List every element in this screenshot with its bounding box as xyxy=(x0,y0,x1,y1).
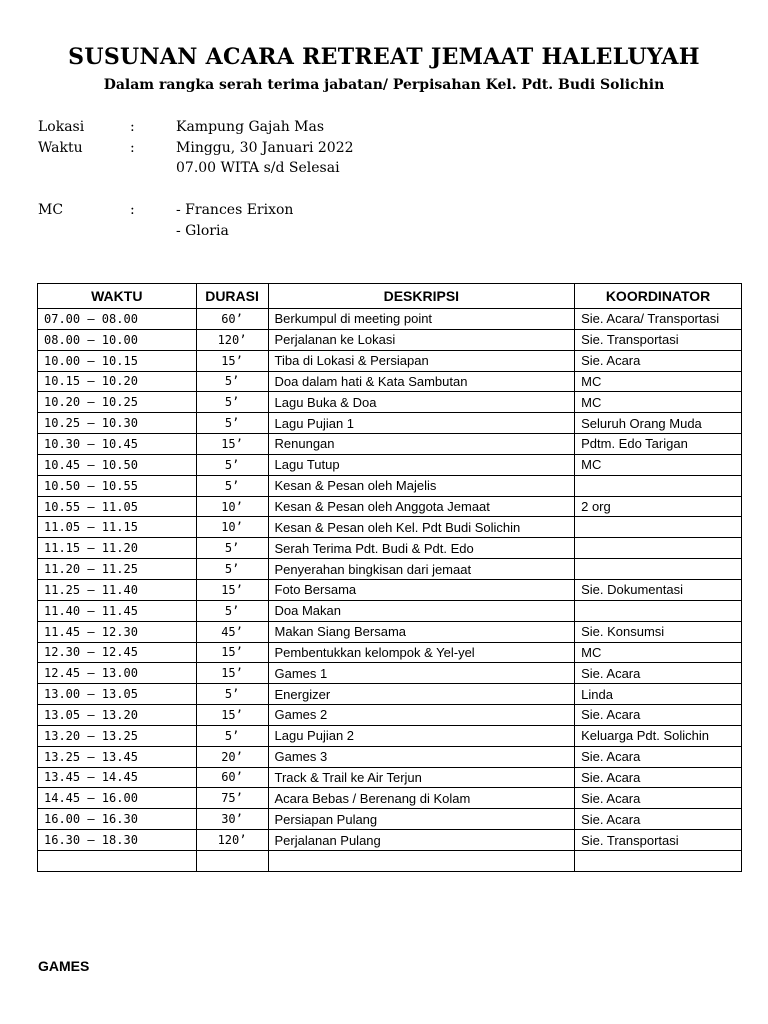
games-heading: GAMES xyxy=(38,958,90,974)
cell-deskripsi xyxy=(268,850,575,871)
table-row xyxy=(38,413,742,434)
table-row xyxy=(38,517,742,538)
cell-koordinator: Sie. Acara xyxy=(575,705,742,726)
table-row xyxy=(38,371,742,392)
cell-durasi: 5’ xyxy=(196,559,268,580)
cell-waktu: 10.45 – 10.50 xyxy=(38,454,197,475)
cell-deskripsi: Lagu Buka & Doa xyxy=(268,392,575,413)
info-value: - Gloria xyxy=(176,223,229,239)
cell-waktu: 13.20 – 13.25 xyxy=(38,725,197,746)
cell-deskripsi: Pembentukkan kelompok & Yel-yel xyxy=(268,642,575,663)
cell-durasi: 60’ xyxy=(196,767,268,788)
table-row xyxy=(38,705,742,726)
cell-waktu: 07.00 – 08.00 xyxy=(38,309,197,330)
cell-durasi: 5’ xyxy=(196,725,268,746)
info-value: - Frances Erixon xyxy=(176,202,294,218)
cell-deskripsi: Penyerahan bingkisan dari jemaat xyxy=(268,559,575,580)
cell-waktu: 13.00 – 13.05 xyxy=(38,684,197,705)
cell-koordinator: MC xyxy=(575,642,742,663)
info-label: Waktu xyxy=(38,140,83,156)
cell-koordinator: Sie. Acara/ Transportasi xyxy=(575,309,742,330)
table-row xyxy=(38,579,742,600)
info-value: 07.00 WITA s/d Selesai xyxy=(176,160,340,176)
cell-deskripsi: Berkumpul di meeting point xyxy=(268,309,575,330)
cell-waktu: 11.15 – 11.20 xyxy=(38,538,197,559)
cell-deskripsi: Kesan & Pesan oleh Anggota Jemaat xyxy=(268,496,575,517)
cell-durasi: 15’ xyxy=(196,642,268,663)
info-colon: : xyxy=(130,119,135,135)
cell-koordinator: Sie. Acara xyxy=(575,746,742,767)
cell-koordinator: Seluruh Orang Muda xyxy=(575,413,742,434)
info-label: MC xyxy=(38,202,64,218)
cell-koordinator: Sie. Acara xyxy=(575,350,742,371)
cell-waktu: 16.00 – 16.30 xyxy=(38,809,197,830)
cell-koordinator: Linda xyxy=(575,684,742,705)
cell-durasi: 5’ xyxy=(196,475,268,496)
cell-durasi: 20’ xyxy=(196,746,268,767)
cell-deskripsi: Makan Siang Bersama xyxy=(268,621,575,642)
cell-koordinator: MC xyxy=(575,454,742,475)
cell-waktu: 16.30 – 18.30 xyxy=(38,830,197,851)
cell-durasi: 5’ xyxy=(196,538,268,559)
cell-durasi: 5’ xyxy=(196,454,268,475)
cell-koordinator: Sie. Acara xyxy=(575,767,742,788)
cell-koordinator: Sie. Konsumsi xyxy=(575,621,742,642)
cell-deskripsi: Tiba di Lokasi & Persiapan xyxy=(268,350,575,371)
cell-koordinator: Keluarga Pdt. Solichin xyxy=(575,725,742,746)
cell-waktu: 13.45 – 14.45 xyxy=(38,767,197,788)
table-row xyxy=(38,329,742,350)
cell-deskripsi: Acara Bebas / Berenang di Kolam xyxy=(268,788,575,809)
cell-koordinator xyxy=(575,850,742,871)
header-koordinator: KOORDINATOR xyxy=(575,284,742,309)
cell-waktu: 11.40 – 11.45 xyxy=(38,600,197,621)
table-row xyxy=(38,642,742,663)
table-row xyxy=(38,538,742,559)
cell-durasi: 5’ xyxy=(196,684,268,705)
cell-durasi: 120’ xyxy=(196,329,268,350)
cell-durasi: 15’ xyxy=(196,434,268,455)
cell-waktu: 11.25 – 11.40 xyxy=(38,579,197,600)
info-value: Minggu, 30 Januari 2022 xyxy=(176,140,354,156)
cell-deskripsi: Games 2 xyxy=(268,705,575,726)
cell-deskripsi: Games 1 xyxy=(268,663,575,684)
table-row xyxy=(38,830,742,851)
cell-deskripsi: Serah Terima Pdt. Budi & Pdt. Edo xyxy=(268,538,575,559)
cell-deskripsi: Lagu Pujian 1 xyxy=(268,413,575,434)
cell-deskripsi: Kesan & Pesan oleh Kel. Pdt Budi Solichin xyxy=(268,517,575,538)
table-row xyxy=(38,309,742,330)
table-row xyxy=(38,850,742,871)
cell-koordinator xyxy=(575,559,742,580)
table-row xyxy=(38,725,742,746)
cell-koordinator: Sie. Dokumentasi xyxy=(575,579,742,600)
table-row xyxy=(38,559,742,580)
cell-durasi: 5’ xyxy=(196,413,268,434)
cell-koordinator: Sie. Transportasi xyxy=(575,329,742,350)
cell-deskripsi: Lagu Pujian 2 xyxy=(268,725,575,746)
schedule-body xyxy=(38,309,742,872)
cell-waktu: 14.45 – 16.00 xyxy=(38,788,197,809)
cell-waktu: 12.30 – 12.45 xyxy=(38,642,197,663)
cell-koordinator: MC xyxy=(575,392,742,413)
table-row xyxy=(38,663,742,684)
document-subtitle: Dalam rangka serah terima jabatan/ Perpisahan Kel. Pdt. Budi Solichin xyxy=(103,77,665,93)
cell-waktu: 13.05 – 13.20 xyxy=(38,705,197,726)
cell-waktu: 11.05 – 11.15 xyxy=(38,517,197,538)
header-waktu: WAKTU xyxy=(38,284,197,309)
cell-waktu xyxy=(38,850,197,871)
cell-deskripsi: Persiapan Pulang xyxy=(268,809,575,830)
cell-deskripsi: Track & Trail ke Air Terjun xyxy=(268,767,575,788)
cell-durasi: 5’ xyxy=(196,392,268,413)
cell-durasi: 10’ xyxy=(196,496,268,517)
cell-durasi: 15’ xyxy=(196,663,268,684)
cell-deskripsi: Perjalanan ke Lokasi xyxy=(268,329,575,350)
cell-durasi: 30’ xyxy=(196,809,268,830)
schedule-table xyxy=(37,283,742,872)
cell-waktu: 08.00 – 10.00 xyxy=(38,329,197,350)
cell-waktu: 13.25 – 13.45 xyxy=(38,746,197,767)
cell-durasi: 15’ xyxy=(196,705,268,726)
cell-waktu: 10.20 – 10.25 xyxy=(38,392,197,413)
cell-durasi: 75’ xyxy=(196,788,268,809)
table-row xyxy=(38,434,742,455)
cell-waktu: 10.00 – 10.15 xyxy=(38,350,197,371)
header-deskripsi: DESKRIPSI xyxy=(268,284,575,309)
table-row xyxy=(38,600,742,621)
cell-deskripsi: Kesan & Pesan oleh Majelis xyxy=(268,475,575,496)
info-colon: : xyxy=(130,140,135,156)
table-row xyxy=(38,496,742,517)
cell-waktu: 11.20 – 11.25 xyxy=(38,559,197,580)
cell-koordinator: Sie. Acara xyxy=(575,809,742,830)
cell-durasi: 120’ xyxy=(196,830,268,851)
cell-deskripsi: Energizer xyxy=(268,684,575,705)
cell-durasi: 5’ xyxy=(196,371,268,392)
table-row xyxy=(38,350,742,371)
table-row xyxy=(38,788,742,809)
cell-waktu: 10.15 – 10.20 xyxy=(38,371,197,392)
document-title: SUSUNAN ACARA RETREAT JEMAAT HALELUYAH xyxy=(68,44,700,70)
cell-deskripsi: Games 3 xyxy=(268,746,575,767)
cell-deskripsi: Lagu Tutup xyxy=(268,454,575,475)
cell-durasi: 10’ xyxy=(196,517,268,538)
cell-waktu: 10.30 – 10.45 xyxy=(38,434,197,455)
cell-deskripsi: Doa Makan xyxy=(268,600,575,621)
cell-durasi: 15’ xyxy=(196,350,268,371)
cell-deskripsi: Perjalanan Pulang xyxy=(268,830,575,851)
cell-waktu: 10.25 – 10.30 xyxy=(38,413,197,434)
cell-koordinator: Sie. Transportasi xyxy=(575,830,742,851)
info-value: Kampung Gajah Mas xyxy=(176,119,325,135)
cell-koordinator xyxy=(575,517,742,538)
cell-koordinator xyxy=(575,600,742,621)
cell-durasi: 60’ xyxy=(196,309,268,330)
cell-waktu: 10.55 – 11.05 xyxy=(38,496,197,517)
cell-koordinator xyxy=(575,475,742,496)
cell-waktu: 11.45 – 12.30 xyxy=(38,621,197,642)
cell-koordinator xyxy=(575,538,742,559)
cell-koordinator: 2 org xyxy=(575,496,742,517)
cell-durasi xyxy=(196,850,268,871)
table-row xyxy=(38,767,742,788)
info-colon: : xyxy=(130,202,135,218)
cell-durasi: 45’ xyxy=(196,621,268,642)
cell-deskripsi: Renungan xyxy=(268,434,575,455)
cell-koordinator: MC xyxy=(575,371,742,392)
info-label: Lokasi xyxy=(38,119,85,135)
table-row xyxy=(38,684,742,705)
table-row xyxy=(38,454,742,475)
table-row xyxy=(38,746,742,767)
table-header-row xyxy=(38,284,742,309)
cell-durasi: 5’ xyxy=(196,600,268,621)
cell-durasi: 15’ xyxy=(196,579,268,600)
cell-waktu: 12.45 – 13.00 xyxy=(38,663,197,684)
table-row xyxy=(38,392,742,413)
cell-waktu: 10.50 – 10.55 xyxy=(38,475,197,496)
table-row xyxy=(38,475,742,496)
cell-koordinator: Sie. Acara xyxy=(575,788,742,809)
cell-koordinator: Pdtm. Edo Tarigan xyxy=(575,434,742,455)
cell-deskripsi: Doa dalam hati & Kata Sambutan xyxy=(268,371,575,392)
header-durasi: DURASI xyxy=(196,284,268,309)
cell-deskripsi: Foto Bersama xyxy=(268,579,575,600)
table-row xyxy=(38,809,742,830)
table-row xyxy=(38,621,742,642)
cell-koordinator: Sie. Acara xyxy=(575,663,742,684)
